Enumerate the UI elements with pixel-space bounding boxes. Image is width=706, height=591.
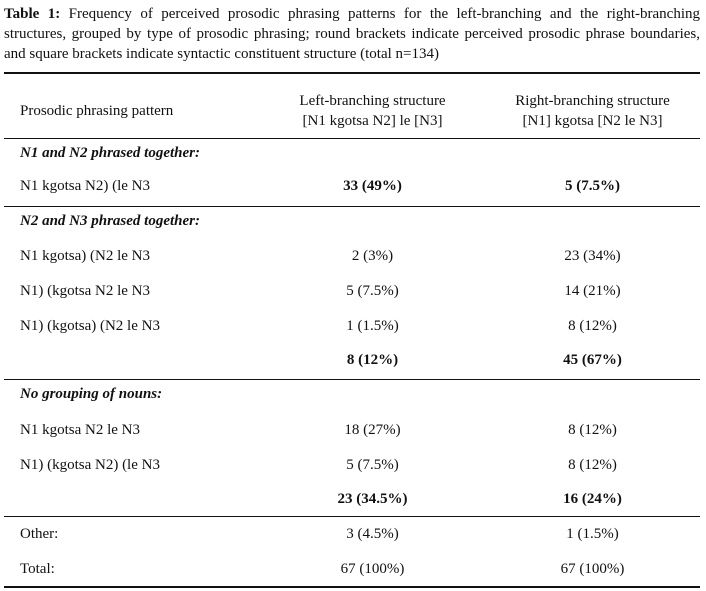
row-left-value: 2 (3%) — [351, 248, 394, 264]
row-right-value: 14 (21%) — [564, 283, 621, 299]
header-pattern: Prosodic phrasing pattern — [20, 103, 174, 119]
row-left-value: 5 (7.5%) — [346, 457, 399, 473]
group-title: N2 and N3 phrased together: — [20, 213, 201, 229]
total-right-value: 67 (100%) — [560, 561, 625, 577]
table-caption — [4, 4, 700, 64]
row-left-value: 33 (49%) — [343, 178, 402, 194]
row-pattern: N1) (kgotsa N2) (le N3 — [20, 457, 160, 473]
header-left-branching-structure: [N1 kgotsa N2] le [N3] — [302, 113, 443, 129]
row-pattern: N1 kgotsa) (N2 le N3 — [20, 248, 150, 264]
header-right-branching: Right-branching structure — [515, 93, 670, 109]
table-caption-text: Frequency of perceived prosodic phrasing patterns for the left-branching and the right-branching structures, grouped by type of prosodic phrasing; round brackets indicate perceived prosodic phrase boundaries, and square brackets indicate syntactic constituent structure (total n=134) — [4, 6, 700, 62]
group-divider — [4, 379, 700, 380]
row-pattern: N1) (kgotsa N2 le N3 — [20, 283, 150, 299]
group-title: No grouping of nouns: — [20, 386, 163, 402]
row-left-value: 1 (1.5%) — [346, 318, 399, 334]
table-top-rule — [4, 72, 700, 74]
subtotal-left: 8 (12%) — [346, 352, 399, 368]
row-right-value: 5 (7.5%) — [565, 178, 620, 194]
row-right-value: 8 (12%) — [568, 457, 617, 473]
total-left-value: 67 (100%) — [340, 561, 405, 577]
header-bottom-rule — [4, 138, 700, 139]
row-pattern: N1 kgotsa N2 le N3 — [20, 422, 140, 438]
total-label: Total: — [20, 561, 55, 577]
subtotal-right: 16 (24%) — [563, 491, 622, 507]
row-pattern: N1) (kgotsa) (N2 le N3 — [20, 318, 160, 334]
row-left-value: 18 (27%) — [344, 422, 401, 438]
header-left-branching: Left-branching structure — [299, 93, 446, 109]
table-bottom-rule — [4, 586, 700, 588]
other-left-value: 3 (4.5%) — [346, 526, 399, 542]
row-pattern: N1 kgotsa N2) (le N3 — [20, 178, 150, 194]
row-left-value: 5 (7.5%) — [346, 283, 399, 299]
row-right-value: 23 (34%) — [564, 248, 621, 264]
other-divider — [4, 516, 700, 517]
other-right-value: 1 (1.5%) — [566, 526, 619, 542]
subtotal-right: 45 (67%) — [563, 352, 622, 368]
row-right-value: 8 (12%) — [568, 318, 617, 334]
header-right-branching-structure: [N1] kgotsa [N2 le N3] — [522, 113, 663, 129]
row-right-value: 8 (12%) — [568, 422, 617, 438]
table-label: Table 1: — [4, 6, 61, 22]
group-divider — [4, 206, 700, 207]
subtotal-left: 23 (34.5%) — [337, 491, 408, 507]
other-label: Other: — [20, 526, 59, 542]
group-title: N1 and N2 phrased together: — [20, 145, 201, 161]
